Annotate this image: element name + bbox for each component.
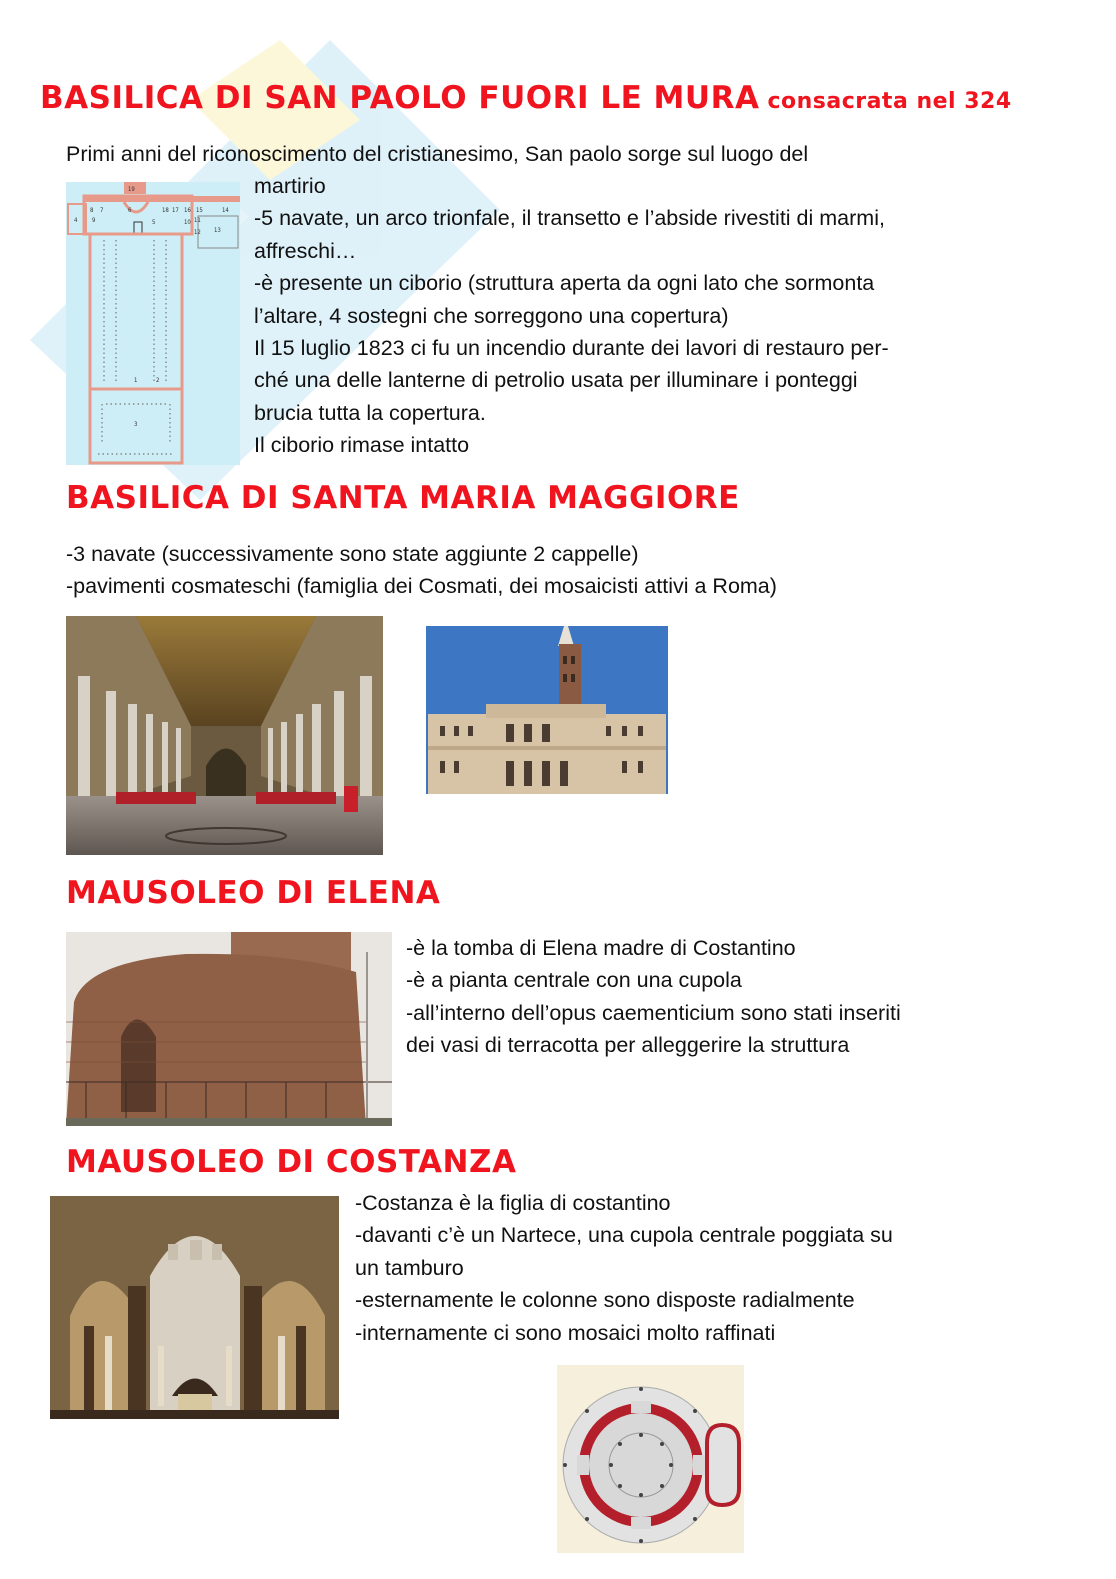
santa-maria-description xyxy=(66,538,777,603)
svg-text:9: 9 xyxy=(92,217,96,224)
svg-text:17: 17 xyxy=(172,207,179,214)
text-line: -internamente ci sono mosaici molto raffinati xyxy=(355,1320,776,1345)
text-line: -esternamente le colonne sono disposte radialmente xyxy=(355,1288,855,1313)
svg-text:14: 14 xyxy=(222,207,229,214)
text-line: -pavimenti cosmateschi (famiglia dei Cosmati, dei mosaicisti attivi a Roma) xyxy=(66,574,777,599)
svg-text:13: 13 xyxy=(214,227,221,234)
text-line: -3 navate (successivamente sono state aggiunte 2 cappelle) xyxy=(66,542,639,566)
san-paolo-floor-plan xyxy=(66,182,240,465)
section-heading-mausoleo-elena: MAUSOLEO DI ELENA xyxy=(66,875,441,911)
text-line: dei vasi di terracotta per alleggerire la struttura xyxy=(406,1033,850,1058)
text-line: -all’interno dell’opus caementicium sono stati inseriti xyxy=(406,1000,901,1025)
heading-text: BASILICA DI SAN PAOLO FUORI LE MURA xyxy=(40,80,760,116)
text-line: -5 navate, un arco trionfale, il transetto e l’abside rivestiti di marmi, xyxy=(254,206,885,231)
svg-text:5: 5 xyxy=(152,219,156,226)
text-line: Primi anni del riconoscimento del cristianesimo, San paolo sorge sul luogo del xyxy=(66,142,809,166)
text-line: -è presente un ciborio (struttura aperta da ogni lato che sormonta xyxy=(254,271,875,296)
text-line: affreschi… xyxy=(254,238,357,263)
text-line: -è la tomba di Elena madre di Costantino xyxy=(406,936,796,960)
svg-text:18: 18 xyxy=(162,207,169,214)
text-line: un tamburo xyxy=(355,1255,464,1280)
santa-maria-facade-photo xyxy=(426,626,668,794)
mausoleo-costanza-description xyxy=(355,1187,893,1349)
section-heading-san-paolo xyxy=(40,80,1012,116)
mausoleo-costanza-circular-plan xyxy=(557,1365,744,1553)
text-line: -Costanza è la figlia di costantino xyxy=(355,1191,671,1215)
brick-ruin-image-icon xyxy=(66,932,392,1126)
svg-text:6: 6 xyxy=(128,207,132,214)
text-line: -è a pianta centrale con una cupola xyxy=(406,968,742,993)
svg-text:1: 1 xyxy=(134,377,138,384)
svg-text:12: 12 xyxy=(194,229,201,236)
san-paolo-description xyxy=(254,170,889,462)
mausoleo-elena-description xyxy=(406,932,901,1062)
santa-maria-interior-photo xyxy=(66,616,383,855)
heading-subtitle: consacrata nel 324 xyxy=(767,89,1012,114)
mausoleo-costanza-interior-photo xyxy=(50,1196,339,1419)
svg-text:16: 16 xyxy=(184,207,191,214)
svg-text:19: 19 xyxy=(128,186,135,193)
text-line: -davanti c’è un Nartece, una cupola centrale poggiata su xyxy=(355,1223,893,1248)
svg-text:3: 3 xyxy=(134,421,138,428)
section-heading-santa-maria-maggiore: BASILICA DI SANTA MARIA MAGGIORE xyxy=(66,480,740,516)
svg-text:10: 10 xyxy=(184,219,191,226)
svg-text:4: 4 xyxy=(74,217,78,224)
svg-text:8: 8 xyxy=(90,207,94,214)
circular-plan-icon xyxy=(557,1365,744,1553)
text-line: l’altare, 4 sostegni che sorreggono una copertura) xyxy=(254,303,729,328)
facade-bell-tower-image-icon xyxy=(426,626,668,794)
svg-text:2: 2 xyxy=(156,377,160,384)
svg-text:7: 7 xyxy=(100,207,104,214)
san-paolo-intro xyxy=(66,138,808,170)
mausoleo-elena-photo xyxy=(66,932,392,1126)
text-line: brucia tutta la copertura. xyxy=(254,400,486,425)
text-line: Il 15 luglio 1823 ci fu un incendio durante dei lavori di restauro per- xyxy=(254,336,889,361)
floor-plan-icon xyxy=(66,182,240,465)
section-heading-mausoleo-costanza: MAUSOLEO DI COSTANZA xyxy=(66,1144,517,1180)
svg-text:11: 11 xyxy=(194,217,201,224)
interior-nave-image-icon xyxy=(66,616,383,855)
svg-text:15: 15 xyxy=(196,207,203,214)
text-line: martirio xyxy=(254,174,326,198)
text-line: ché una delle lanterne di petrolio usata per illuminare i ponteggi xyxy=(254,368,858,393)
interior-arches-image-icon xyxy=(50,1196,339,1419)
text-line: Il ciborio rimase intatto xyxy=(254,433,470,458)
